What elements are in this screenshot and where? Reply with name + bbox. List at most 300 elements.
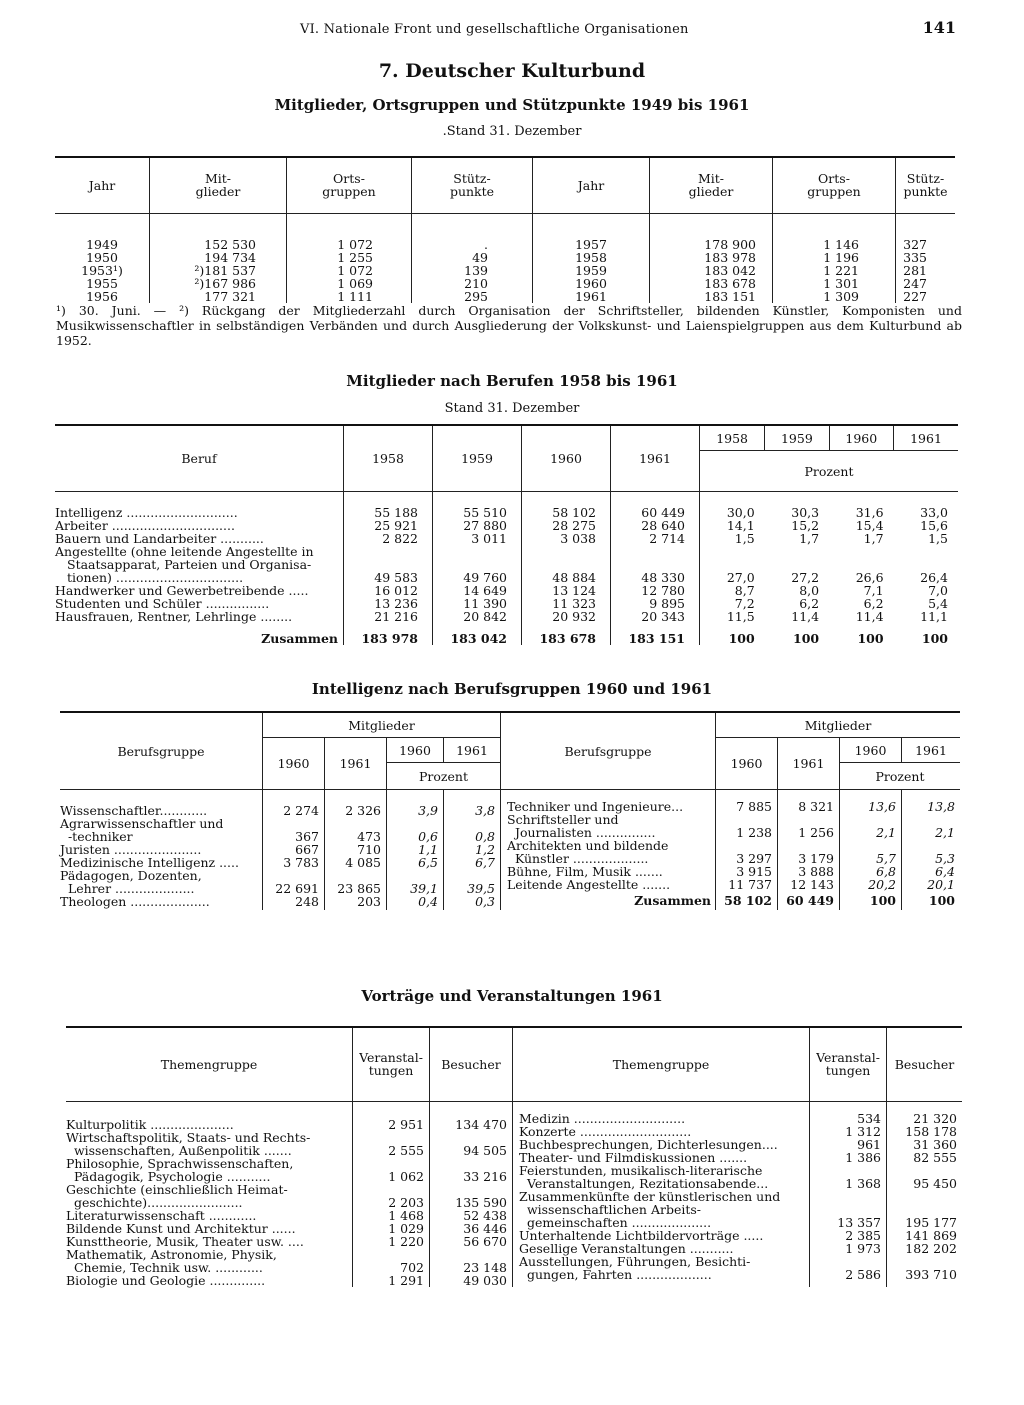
col-themengruppe: Themengruppe: [513, 1027, 810, 1101]
table-cell: 1 255: [337, 250, 373, 265]
row-label: Veranstaltungen, Rezitationsabende...: [519, 1175, 769, 1191]
percent-cell: 11,4: [791, 609, 820, 624]
row-label: Architekten und bildende: [507, 838, 669, 853]
value-cell: 27 880: [433, 519, 522, 532]
col-1960: 1960: [716, 738, 778, 790]
percent-cell: 11,5: [726, 609, 755, 624]
table-cell: 295: [464, 289, 488, 304]
professions-table: [55, 424, 958, 645]
stuetzpunkte-list-left: [412, 213, 533, 303]
row-label: Pädagogen, Dozenten,: [60, 868, 202, 883]
value-cell: 135 590: [455, 1194, 507, 1210]
percent-cell: 1,2: [475, 842, 495, 857]
table-row: [55, 213, 955, 303]
table-cell: 183 978: [704, 250, 756, 265]
value-cell: 3 297: [736, 851, 772, 866]
total-value: 183 151: [611, 623, 700, 645]
table-cell: 1 072: [337, 237, 373, 252]
row-label: Wirtschaftspolitik, Staats- und Rechts-: [66, 1129, 311, 1145]
row-label: Gesellige Veranstaltungen ...........: [519, 1240, 734, 1256]
value-cell: 2 326: [345, 803, 381, 818]
row-label: Zusammenkünfte der künstlerischen und: [519, 1188, 781, 1204]
table-cell: 335: [903, 250, 927, 265]
percent-cell: 6,2: [863, 596, 884, 611]
table-cell: 1957: [575, 237, 607, 252]
percent-cell: 15,4: [855, 518, 884, 533]
value-cell: 23 865: [337, 881, 381, 896]
value-cell: 667: [295, 842, 319, 857]
total-percent: 100: [728, 631, 755, 646]
col-besucher: Besucher: [430, 1027, 513, 1101]
row-label: wissenschaften, Außenpolitik .......: [66, 1142, 292, 1158]
col-besucher: Besucher: [894, 1056, 955, 1072]
col-pct-1960: 1960: [840, 738, 902, 763]
value-cell: 55 188: [344, 492, 433, 520]
col-prozent: Prozent: [700, 451, 959, 492]
percent-cell: 6,5: [418, 855, 438, 870]
value-cell: 367: [295, 829, 319, 844]
col-ortsgruppen: Orts- gruppen: [287, 157, 412, 213]
value-cell: 49 760: [433, 545, 522, 584]
row-label: Medizinische Intelligenz .....: [60, 855, 239, 870]
row-label: Feierstunden, musikalisch-literarische: [519, 1162, 763, 1178]
events-table: [66, 1026, 962, 1287]
value-cell: 56 670: [463, 1233, 507, 1249]
row-label: Ausstellungen, Führungen, Besichti-: [519, 1253, 751, 1269]
table-cell: 1 146: [823, 237, 859, 252]
value-cell: 2 951: [388, 1116, 424, 1132]
percent-cell: 15,6: [920, 518, 948, 533]
value-cell: 9 895: [611, 597, 700, 610]
value-cell: 20 842: [433, 610, 522, 623]
col-1960: 1960: [522, 425, 611, 492]
row-label: Künstler ...................: [507, 851, 649, 866]
running-header: VI. Nationale Front und gesellschaftliche Organisationen: [300, 22, 689, 37]
value-cell: 473: [357, 829, 381, 844]
table3-title: Intelligenz nach Berufsgruppen 1960 und 1961: [311, 680, 713, 698]
col-pct-1960: 1960: [387, 738, 444, 763]
value-cell: 25 921: [344, 519, 433, 532]
value-cell: 23 148: [463, 1259, 507, 1275]
col-veranstaltungen: Veranstal- tungen: [810, 1027, 887, 1101]
row-label: Agrarwissenschaftler und: [60, 816, 224, 831]
percent-cell: 0,6: [418, 829, 438, 844]
value-cell: 7 885: [736, 799, 772, 814]
col-mitglieder: Mitglieder: [263, 712, 501, 738]
table-cell: 49: [472, 250, 488, 265]
value-cell: 13 236: [344, 597, 433, 610]
row-label: Literaturwissenschaft ............: [66, 1207, 257, 1223]
table-cell: 1953¹): [81, 263, 123, 278]
jahr-list-left: [55, 213, 150, 303]
value-cell: 3 011: [433, 532, 522, 545]
percent-cell: 8,0: [799, 583, 820, 598]
percent-cell: 1,5: [734, 531, 755, 546]
table-cell: 247: [903, 276, 927, 291]
value-cell: 21 216: [344, 610, 433, 623]
row-label: Staatsapparat, Parteien und Organisa-: [67, 557, 312, 572]
value-cell: 60 449: [611, 492, 700, 520]
row-label: gungen, Fahrten ...................: [519, 1266, 712, 1282]
table-cell: 327: [903, 237, 927, 252]
row-label: geschichte)........................: [66, 1194, 243, 1210]
stuetzpunkte-list-right: [896, 213, 956, 303]
col-1961: 1961: [611, 425, 700, 492]
col-prozent: Prozent: [840, 763, 961, 790]
row-label: Kunsttheorie, Musik, Theater usw. ....: [66, 1233, 304, 1249]
value-cell: 8 321: [798, 799, 834, 814]
value-cell: 248: [295, 894, 319, 909]
col-jahr: Jahr: [533, 157, 650, 213]
table-cell: 1 072: [337, 263, 373, 278]
table-row: [55, 492, 958, 520]
value-cell: 12 780: [611, 584, 700, 597]
percent-cell: 20,1: [927, 877, 955, 892]
table-cell: 1959: [575, 263, 607, 278]
value-cell: 21 320: [913, 1110, 957, 1126]
ortsgruppen-list-left: [287, 213, 412, 303]
table-row: [55, 545, 958, 584]
value-cell: 1 220: [388, 1233, 424, 1249]
percent-cell: 1,7: [799, 531, 820, 546]
percent-cell: 7,0: [928, 583, 948, 598]
row-label: Handwerker und Gewerbetreibende .....: [55, 583, 309, 598]
percent-cell: 26,6: [855, 570, 884, 585]
table4-title: Vorträge und Veranstaltungen 1961: [361, 987, 663, 1005]
value-cell: 28 275: [522, 519, 611, 532]
percent-cell: 6,7: [475, 855, 495, 870]
value-cell: 3 888: [798, 864, 834, 879]
table2-title: Mitglieder nach Berufen 1958 bis 1961: [346, 372, 678, 390]
total-value: 100: [928, 893, 955, 908]
table-cell: ²)181 537: [194, 263, 256, 278]
table-cell: 1949: [86, 237, 118, 252]
col-pct-1961: 1961: [894, 425, 958, 451]
value-cell: 182 202: [905, 1240, 957, 1256]
value-cell: 82 555: [913, 1149, 957, 1165]
ortsgruppen-list-right: [773, 213, 896, 303]
row-label: Hausfrauen, Rentner, Lehrlinge ........: [55, 609, 293, 624]
table-cell: 1 196: [823, 250, 859, 265]
value-cell: 3 038: [522, 532, 611, 545]
percent-cell: 27,0: [726, 570, 755, 585]
percent-cell: 7,2: [734, 596, 755, 611]
row-label: Unterhaltende Lichtbildervorträge .....: [519, 1227, 764, 1243]
value-cell: 1 029: [388, 1220, 424, 1236]
table-cell: 1 301: [823, 276, 859, 291]
col-ortsgruppen: Orts- gruppen: [773, 157, 896, 213]
total-percent: 100: [793, 631, 820, 646]
mitglieder-list-left: [150, 213, 287, 303]
value-cell: 11 323: [522, 597, 611, 610]
table-cell: 1 111: [337, 289, 373, 304]
intelligence-table: [60, 711, 960, 910]
col-pct-1959: 1959: [765, 425, 829, 451]
table-cell: 183 151: [704, 289, 756, 304]
table-cell: 1950: [86, 250, 118, 265]
total-percent: 100: [921, 631, 948, 646]
percent-cell: 13,8: [927, 799, 955, 814]
value-cell: 16 012: [344, 584, 433, 597]
table-cell: 1956: [86, 289, 118, 304]
table-cell: 183 042: [704, 263, 756, 278]
table-row: [66, 1101, 962, 1287]
percent-cell: 3,9: [418, 803, 438, 818]
percent-cell: 5,3: [935, 851, 955, 866]
total-value: 183 678: [522, 623, 611, 645]
row-label: Schriftsteller und: [507, 812, 619, 827]
value-cell: 3 783: [283, 855, 319, 870]
value-cell: 13 124: [522, 584, 611, 597]
percent-cell: 5,7: [876, 851, 896, 866]
value-cell: 14 649: [433, 584, 522, 597]
total-label: Zusammen: [634, 893, 711, 908]
row-label: Kulturpolitik .....................: [66, 1116, 234, 1132]
row-label: Arbeiter ...............................: [55, 518, 235, 533]
percent-cell: 2,1: [935, 825, 955, 840]
col-pct-1961: 1961: [902, 738, 961, 763]
row-label: wissenschaftlichen Arbeits-: [519, 1201, 702, 1217]
value-cell: 1 312: [845, 1123, 881, 1139]
col-berufsgruppe: Berufsgruppe: [501, 712, 716, 790]
value-cell: 2 555: [388, 1142, 424, 1158]
value-cell: 55 510: [433, 492, 522, 520]
col-1958: 1958: [344, 425, 433, 492]
row-label: Biologie und Geologie ..............: [66, 1272, 266, 1288]
percent-cell: 15,2: [791, 518, 820, 533]
percent-cell: 0,4: [418, 894, 438, 909]
percent-cell: 30,0: [726, 505, 755, 520]
row-label: Bühne, Film, Musik .......: [507, 864, 663, 879]
percent-cell: 11,1: [920, 609, 948, 624]
col-mitglieder: Mitglieder: [716, 712, 961, 738]
value-cell: 710: [357, 842, 381, 857]
table1-title: Mitglieder, Ortsgruppen und Stützpunkte 1949 bis 1961: [274, 96, 750, 114]
table-row: [60, 790, 960, 911]
value-cell: 203: [357, 894, 381, 909]
total-value: 100: [869, 893, 896, 908]
col-themengruppe: Themengruppe: [66, 1027, 353, 1101]
value-cell: 3 915: [736, 864, 772, 879]
table-cell: 1 069: [337, 276, 373, 291]
row-label: Lehrer ....................: [60, 881, 195, 896]
percent-cell: 33,0: [920, 505, 948, 520]
total-label: Zusammen: [55, 623, 344, 645]
percent-cell: 14,1: [726, 518, 755, 533]
table-cell: 152 530: [204, 237, 256, 252]
percent-cell: 7,1: [863, 583, 884, 598]
value-cell: 2 385: [845, 1227, 881, 1243]
page-number: 141: [922, 18, 956, 37]
value-cell: 48 330: [611, 545, 700, 584]
value-cell: 52 438: [463, 1207, 507, 1223]
col-1959: 1959: [433, 425, 522, 492]
table-row: [55, 610, 958, 623]
value-cell: 28 640: [611, 519, 700, 532]
table1-footnote: ¹) 30. Juni. — ²) Rückgang der Mitgliederzahl durch Organisation der Schriftsteller, bildenden Künstler, Komponisten und Musikwissenschaftler in selbständigen Verbänden und durch Ausgliederung der Volkskunst- und Laienspielgruppen aus dem Kulturbund ab 1952.: [56, 303, 962, 348]
row-label: Journalisten ...............: [507, 825, 656, 840]
value-cell: 1 238: [736, 825, 772, 840]
value-cell: 12 143: [790, 877, 834, 892]
table-cell: 194 734: [204, 250, 256, 265]
value-cell: 2 714: [611, 532, 700, 545]
total-value: 183 978: [344, 623, 433, 645]
value-cell: 20 343: [611, 610, 700, 623]
percent-cell: 6,4: [935, 864, 955, 879]
row-label: Techniker und Ingenieure...: [507, 799, 684, 814]
percent-cell: 39,5: [467, 881, 495, 896]
percent-cell: 27,2: [791, 570, 820, 585]
percent-cell: 0,3: [475, 894, 495, 909]
table2-subtitle: Stand 31. Dezember: [444, 401, 580, 416]
row-label: Mathematik, Astronomie, Physik,: [66, 1246, 277, 1262]
value-cell: 2 274: [283, 803, 319, 818]
row-label: tionen) ................................: [67, 570, 244, 585]
total-value: 60 449: [786, 893, 834, 908]
row-label: Juristen ......................: [60, 842, 202, 857]
total-value: 183 042: [433, 623, 522, 645]
value-cell: 1 256: [798, 825, 834, 840]
row-label: Theater- und Filmdiskussionen .......: [519, 1149, 748, 1165]
percent-cell: 1,5: [928, 531, 948, 546]
value-cell: 3 179: [798, 851, 834, 866]
row-label: Theologen ....................: [60, 894, 210, 909]
members-table: [55, 156, 955, 303]
percent-cell: 11,4: [855, 609, 884, 624]
total-row: [55, 623, 958, 645]
value-cell: 1 973: [845, 1240, 881, 1256]
table-cell: 1958: [575, 250, 607, 265]
col-1961: 1961: [778, 738, 840, 790]
col-pct-1961: 1961: [444, 738, 501, 763]
row-label: Konzerte ............................: [519, 1123, 692, 1139]
value-cell: 702: [400, 1259, 424, 1275]
mitglieder-list-right: [650, 213, 773, 303]
value-cell: 158 178: [905, 1123, 957, 1139]
jahr-list-right: [533, 213, 650, 303]
row-label: Chemie, Technik usw. ............: [66, 1259, 263, 1275]
table-cell: .: [484, 237, 488, 252]
table-cell: 1 221: [823, 263, 859, 278]
value-cell: 534: [857, 1110, 881, 1126]
value-cell: 48 884: [522, 545, 611, 584]
row-label: Bildende Kunst und Architektur ......: [66, 1220, 296, 1236]
col-veranstaltungen: Veranstal- tungen: [353, 1027, 430, 1101]
table-cell: 210: [464, 276, 488, 291]
percent-cell: 6,8: [876, 864, 896, 879]
value-cell: 20 932: [522, 610, 611, 623]
row-label: Medizin ............................: [519, 1110, 686, 1126]
value-cell: 36 446: [463, 1220, 507, 1236]
col-mitglieder: Mit- glieder: [150, 157, 287, 213]
row-label: Buchbesprechungen, Dichterlesungen....: [519, 1136, 778, 1152]
percent-cell: 2,1: [876, 825, 896, 840]
col-berufsgruppe: Berufsgruppe: [60, 712, 263, 790]
col-1961: 1961: [325, 738, 387, 790]
percent-cell: 31,6: [855, 505, 884, 520]
table-cell: 227: [903, 289, 927, 304]
col-stuetzpunkte: Stütz- punkte: [412, 157, 533, 213]
value-cell: 11 737: [728, 877, 772, 892]
row-label: Leitende Angestellte .......: [507, 877, 671, 892]
percent-cell: 39,1: [410, 881, 438, 896]
col-1960: 1960: [263, 738, 325, 790]
row-label: Angestellte (ohne leitende Angestellte in: [55, 544, 314, 559]
table-cell: 177 321: [204, 289, 256, 304]
value-cell: 58 102: [522, 492, 611, 520]
col-pct-1960: 1960: [829, 425, 893, 451]
row-label: Bauern und Landarbeiter ...........: [55, 531, 264, 546]
value-cell: 2 586: [845, 1266, 881, 1282]
col-stuetzpunkte: Stütz- punkte: [903, 171, 948, 200]
percent-cell: 0,8: [475, 829, 495, 844]
value-cell: 134 470: [455, 1116, 507, 1132]
table-cell: 178 900: [704, 237, 756, 252]
value-cell: 1 386: [845, 1149, 881, 1165]
value-cell: 2 822: [344, 532, 433, 545]
value-cell: 195 177: [905, 1214, 957, 1230]
percent-cell: 3,8: [475, 803, 495, 818]
row-label: -techniker: [60, 829, 133, 844]
value-cell: 1 368: [845, 1175, 881, 1191]
row-label: Wissenschaftler............: [60, 803, 208, 818]
col-prozent: Prozent: [387, 763, 501, 790]
table-cell: 1 309: [823, 289, 859, 304]
value-cell: 49 583: [344, 545, 433, 584]
col-beruf: Beruf: [55, 425, 344, 492]
percent-cell: 6,2: [799, 596, 820, 611]
value-cell: 22 691: [275, 881, 319, 896]
row-label: Pädagogik, Psychologie ...........: [66, 1168, 271, 1184]
value-cell: 94 505: [463, 1142, 507, 1158]
table-cell: 1955: [86, 276, 118, 291]
row-label: Intelligenz ............................: [55, 505, 238, 520]
value-cell: 11 390: [433, 597, 522, 610]
percent-cell: 8,7: [734, 583, 755, 598]
col-jahr: Jahr: [55, 157, 150, 213]
percent-cell: 1,1: [418, 842, 438, 857]
percent-cell: 1,7: [863, 531, 884, 546]
value-cell: 95 450: [913, 1175, 957, 1191]
value-cell: 31 360: [913, 1136, 957, 1152]
value-cell: 13 357: [837, 1214, 881, 1230]
percent-cell: 26,4: [920, 570, 948, 585]
row-label: Philosophie, Sprachwissenschaften,: [66, 1155, 294, 1171]
table-cell: 1961: [575, 289, 607, 304]
value-cell: 49 030: [463, 1272, 507, 1288]
percent-cell: 30,3: [791, 505, 820, 520]
row-label: gemeinschaften ....................: [519, 1214, 712, 1230]
percent-cell: 20,2: [868, 877, 896, 892]
value-cell: 1 291: [388, 1272, 424, 1288]
value-cell: 2 203: [388, 1194, 424, 1210]
total-value: 58 102: [724, 893, 772, 908]
value-cell: 141 869: [905, 1227, 957, 1243]
table-cell: 1960: [575, 276, 607, 291]
col-mitglieder: Mit- glieder: [650, 157, 773, 213]
value-cell: 1 062: [388, 1168, 424, 1184]
section-title: 7. Deutscher Kulturbund: [378, 60, 646, 82]
row-label: Studenten und Schüler ................: [55, 596, 270, 611]
value-cell: 961: [857, 1136, 881, 1152]
row-label: Geschichte (einschließlich Heimat-: [66, 1181, 288, 1197]
total-percent: 100: [857, 631, 884, 646]
value-cell: 393 710: [905, 1266, 957, 1282]
percent-cell: 13,6: [868, 799, 896, 814]
table-cell: 281: [903, 263, 927, 278]
value-cell: 1 468: [388, 1207, 424, 1223]
value-cell: 33 216: [463, 1168, 507, 1184]
